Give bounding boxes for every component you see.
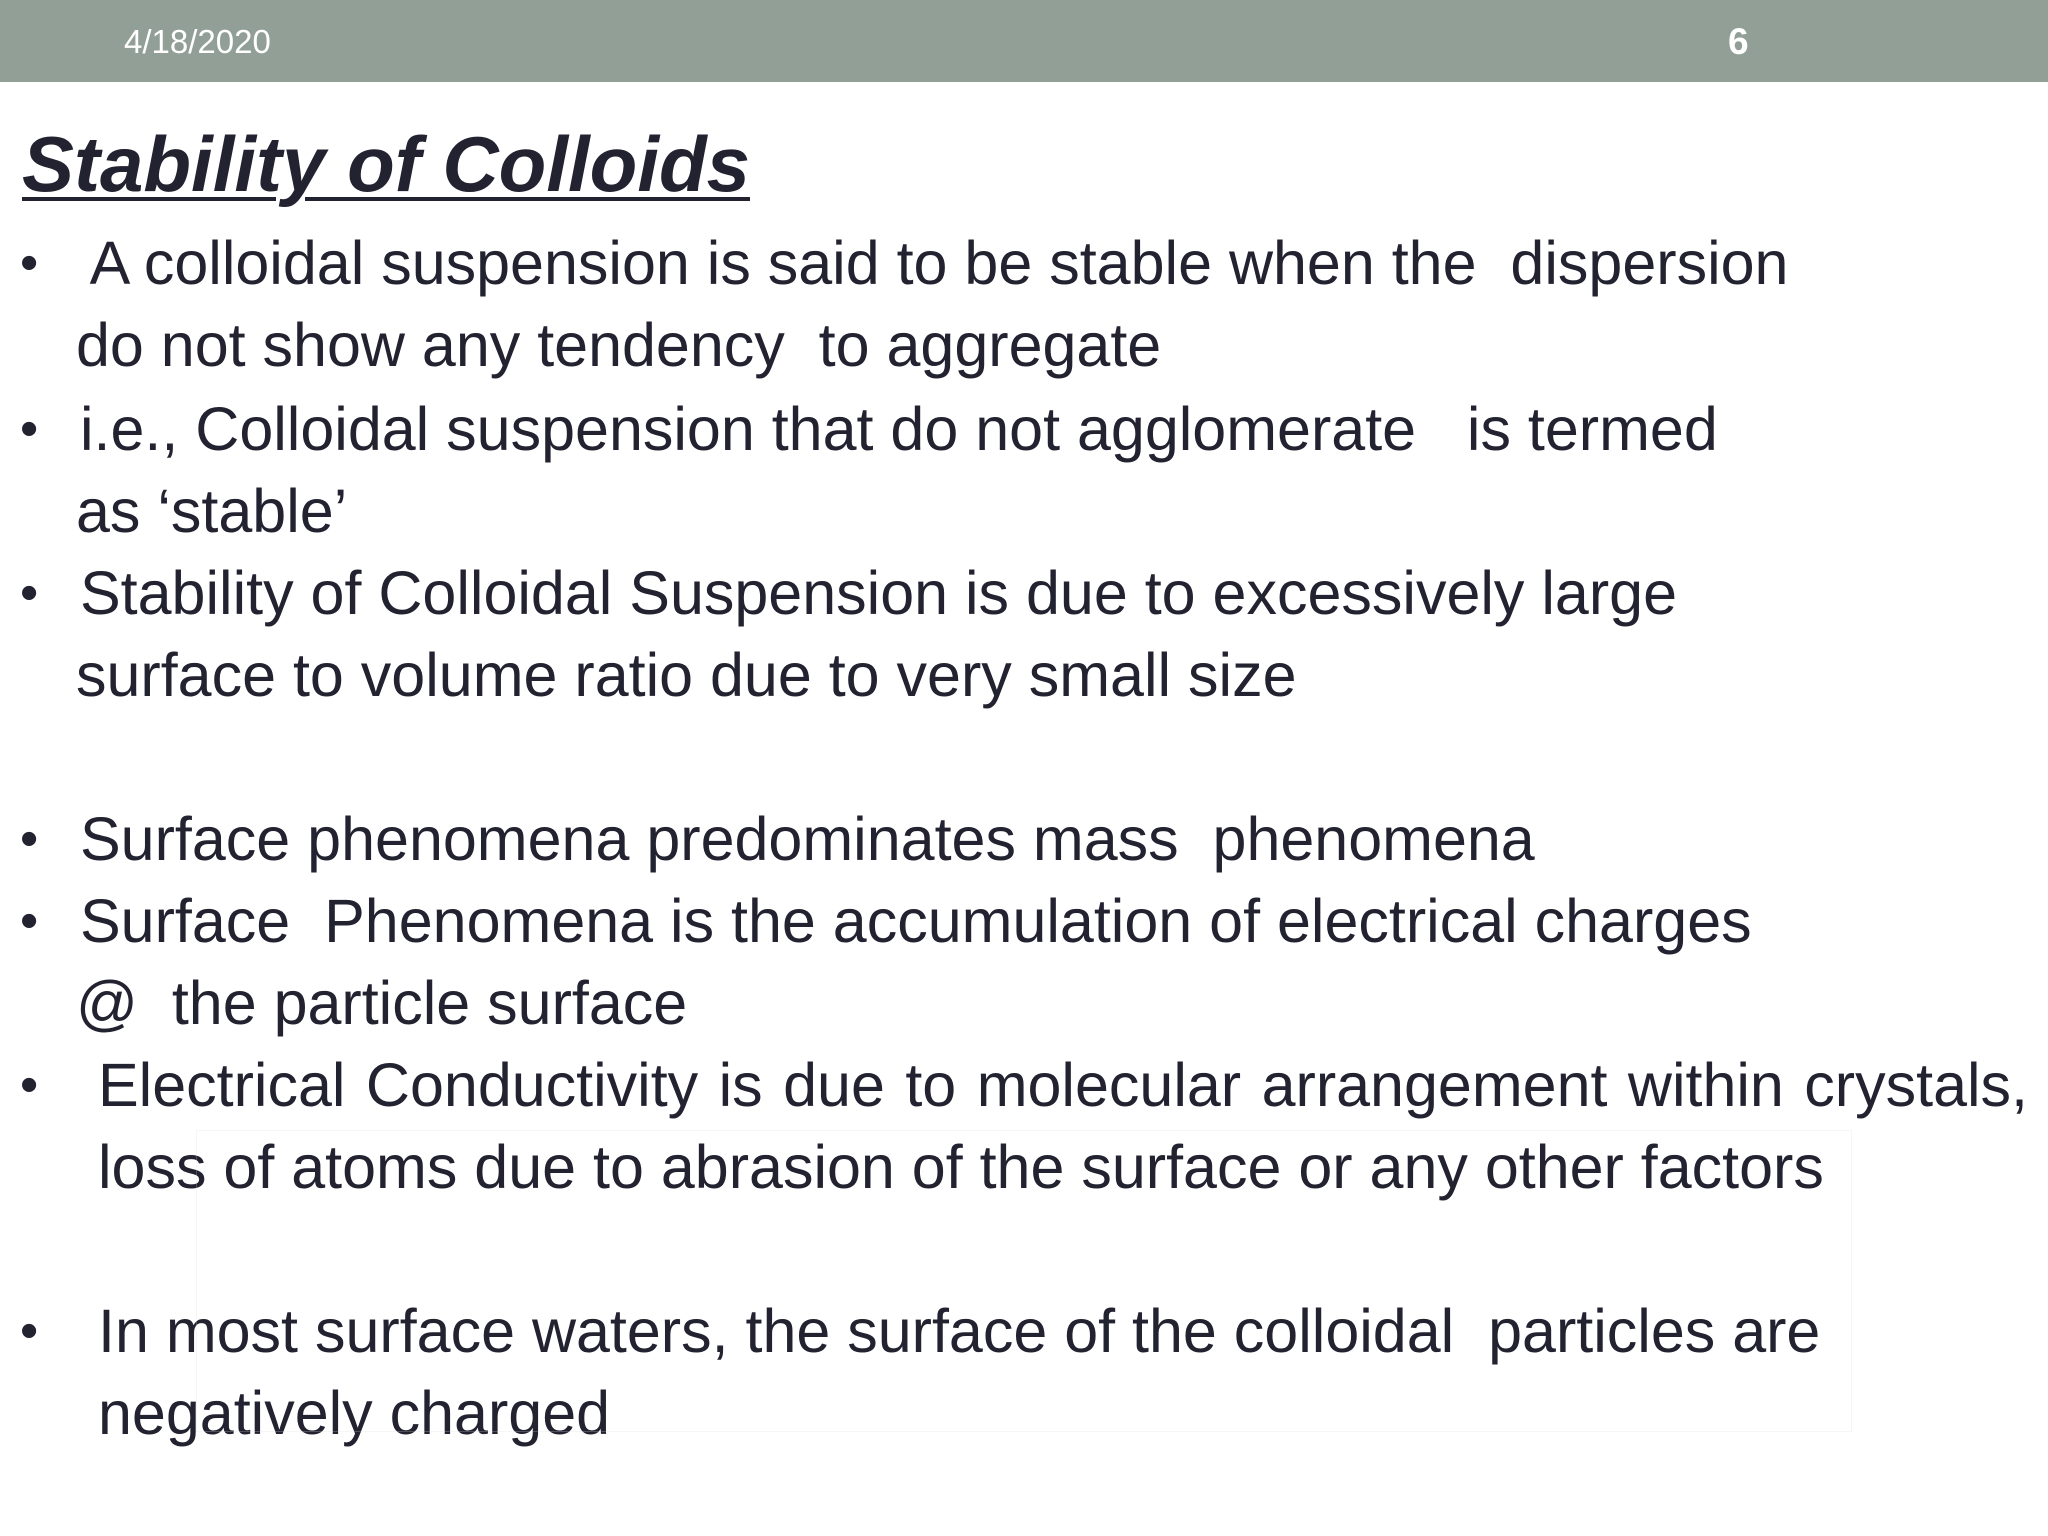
bullet-line: @ the particle surface bbox=[76, 969, 688, 1037]
bullet-line: as ‘stable’ bbox=[76, 477, 348, 545]
bullet-line: In most surface waters, the surface of the colloidal particles are bbox=[98, 1297, 1821, 1365]
bullet-paragraph: Electrical Conductivity is due to molecular arrangement within crystals, loss of atoms due to abrasion of the surface or any other factors bbox=[98, 1051, 2028, 1201]
slide-page-number: 6 bbox=[1728, 21, 1749, 62]
bullet-dot-icon: • bbox=[20, 1056, 39, 1114]
bullet-line: Surface Phenomena is the accumulation of electrical charges bbox=[80, 887, 1752, 955]
bullet-dot-icon: • bbox=[20, 810, 39, 868]
slide-title: Stability of Colloids bbox=[22, 120, 751, 208]
bullet-dot-icon: • bbox=[20, 234, 39, 292]
bullet-dot-icon: • bbox=[20, 1302, 39, 1360]
bullet-dot-icon: • bbox=[20, 400, 39, 458]
bullet-line: A colloidal suspension is said to be stable when the dispersion bbox=[76, 229, 1789, 297]
bullet-line: Surface phenomena predominates mass phenomena bbox=[80, 805, 1535, 873]
bullet-line: negatively charged bbox=[98, 1379, 611, 1447]
bullet-dot-icon: • bbox=[20, 892, 39, 950]
bullet-line: do not show any tendency to aggregate bbox=[76, 311, 1162, 379]
faint-background-frame bbox=[196, 1130, 1852, 1432]
bullet-line: Stability of Colloidal Suspension is due to excessively large bbox=[80, 559, 1678, 627]
slide-date: 4/18/2020 bbox=[124, 23, 271, 60]
bullet-line: i.e., Colloidal suspension that do not agglomerate is termed bbox=[80, 395, 1718, 463]
bullet-dot-icon: • bbox=[20, 564, 39, 622]
bullet-line: surface to volume ratio due to very small size bbox=[76, 641, 1297, 709]
